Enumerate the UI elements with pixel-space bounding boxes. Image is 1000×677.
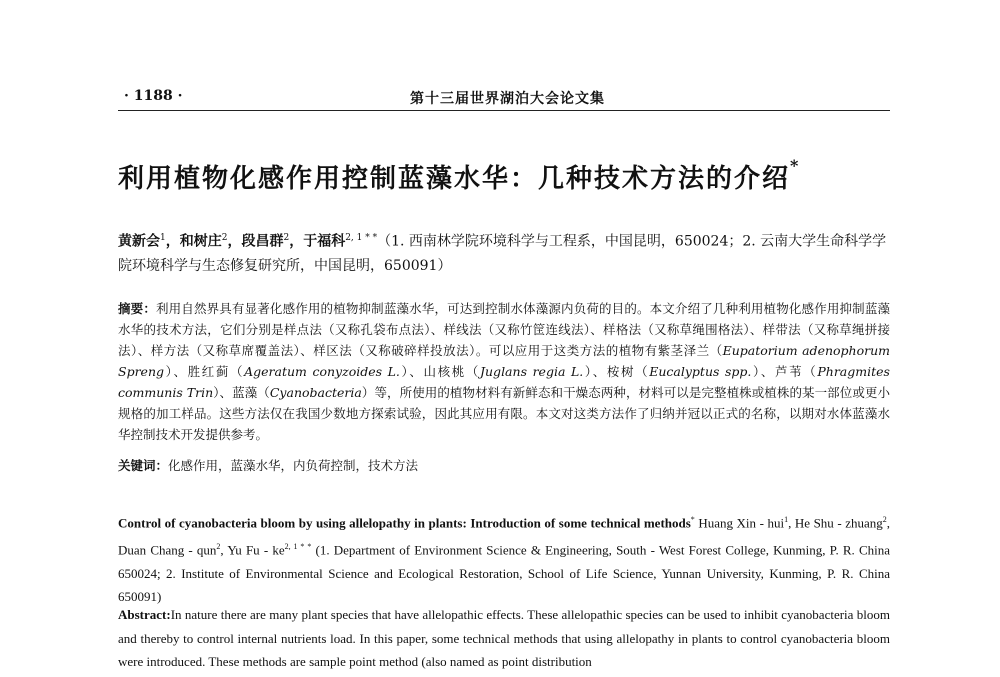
author-4-sup: 2, 1 * * <box>345 233 378 243</box>
abstract-label-zh: 摘要： <box>118 301 156 316</box>
running-header <box>118 86 890 108</box>
english-author-3-sup: 2 <box>216 541 221 551</box>
abstract-text-zh: ）、山核桃（ <box>399 364 480 379</box>
species-name: Phragmites communis Trin <box>118 364 890 400</box>
author-2: 和树庄 <box>179 233 222 250</box>
species-name: Ageratum conyzoides L. <box>244 364 400 379</box>
author-block: 黄新会$^1$，和树庄$^2$，段昌群$^2$，于福科$^{2, 1 * *}$（1. 西南林学院环境科学与工程系，中国昆明，650024；2. 云南大学生命科学学院环境科学与生态修复研究所，中国昆明，650091） <box>118 233 887 274</box>
abstract-text-en: In nature there are many plant species that have allelopathic effects. These allelopathic species can be used to inhibit cyanobacteria bloom and thereby to control internal nutrients load. In this paper, some technical methods that using allelopathy in plants to control cyanobacteria bloom were introduced. These methods are sample point method (also named as point distribution <box>118 607 890 669</box>
author-1: 黄新会 <box>118 233 160 250</box>
english-abstract <box>118 603 890 674</box>
abstract-text-zh: ）、蓝藻（ <box>213 385 270 400</box>
abstract-text-zh: ）、桉树（ <box>583 364 650 379</box>
page-number: · 1188 · <box>124 88 183 104</box>
english-author-1: Huang Xin - hui <box>698 515 785 531</box>
paper-title <box>118 158 890 195</box>
chinese-abstract <box>118 298 890 445</box>
journal-title: 第十三届世界湖泊大会论文集 <box>410 91 605 107</box>
title-text: 利用植物化感作用控制蓝藻水华：几种技术方法的介绍 <box>118 164 791 194</box>
keywords-label-zh: 关键词： <box>118 458 169 473</box>
abstract-text-zh: ）、芦苇（ <box>751 364 818 379</box>
english-author-3: , Duan Chang - qun <box>118 515 890 558</box>
keywords-text-zh: 化感作用，蓝藻水华，内负荷控制，技术方法 <box>168 458 419 473</box>
species-name: Eucalyptus spp. <box>649 364 752 379</box>
author-2-sup: 2 <box>221 233 228 243</box>
author-1-sup: 1 <box>160 233 166 243</box>
abstract-text-zh: ）等，所使用的植物材料有新鲜态和干燥态两种，材料可以是完整植株或植株的某一部位或更小规格的加工样品。这些方法仅在我国少数地方探索试验，因此其应用有限。本文对这类方法作了归纳并冠以正式的名称，以期对水体蓝藻水华控制技术开发提供参考。 <box>118 385 890 442</box>
abstract-text-zh: ）、胜红蓟（ <box>164 364 245 379</box>
header-rule <box>118 110 890 111</box>
author-3: 段昌群 <box>241 233 284 250</box>
author-4: 于福科 <box>303 233 346 250</box>
english-author-2-sup: 2 <box>882 515 887 524</box>
species-name: Eupatorium adenophorum Spreng <box>118 343 890 379</box>
species-name: Juglans regia L. <box>480 364 584 379</box>
english-author-1-sup: 1 <box>784 515 789 524</box>
english-author-2: , He Shu - zhuang <box>788 515 883 531</box>
english-title-authors <box>118 508 890 609</box>
chinese-keywords <box>118 456 890 474</box>
author-affiliation: （1. 西南林学院环境科学与工程系，中国昆明，650024；2. 云南大学生命科学学院环境科学与生态修复研究所，中国昆明，650091） <box>118 233 887 274</box>
english-affiliation: (1. Department of Environment Science & Engineering, South - West Forest College, Kunming, P. R. China 650024; 2. Institute of Environmental Science and Ecological Restoration, School of Life Science, Yunnan University, Kunming, P. R. China 650091) <box>118 542 891 605</box>
title-footnote-mark: * <box>790 156 801 176</box>
english-title: Control of cyanobacteria bloom by using allelopathy in plants: Introduction of some technical methods <box>118 515 691 531</box>
author-3-sup: 2 <box>283 233 290 243</box>
abstract-label-en: Abstract: <box>118 607 171 622</box>
abstract-text-zh: 利用自然界具有显著化感作用的植物抑制蓝藻水华，可达到控制水体藻源内负荷的目的。本文介绍了几种利用植物化感作用抑制蓝藻水华的技术方法，它们分别是样点法（又称孔袋布点法）、样线法（又称竹筐连线法）、样格法（又称草绳围格法）、样带法（又称草绳拼接法）、样方法（又称草席覆盖法）、样区法（又称破碎样投放法）。可以应用于这类方法的植物有紫茎泽兰（ <box>118 301 890 358</box>
english-author-4: , Yu Fu - ke <box>220 542 285 558</box>
english-title-mark: * <box>690 515 695 524</box>
english-author-4-sup: 2, 1 * * <box>284 541 312 551</box>
species-name: Cyanobacteria <box>269 385 362 400</box>
